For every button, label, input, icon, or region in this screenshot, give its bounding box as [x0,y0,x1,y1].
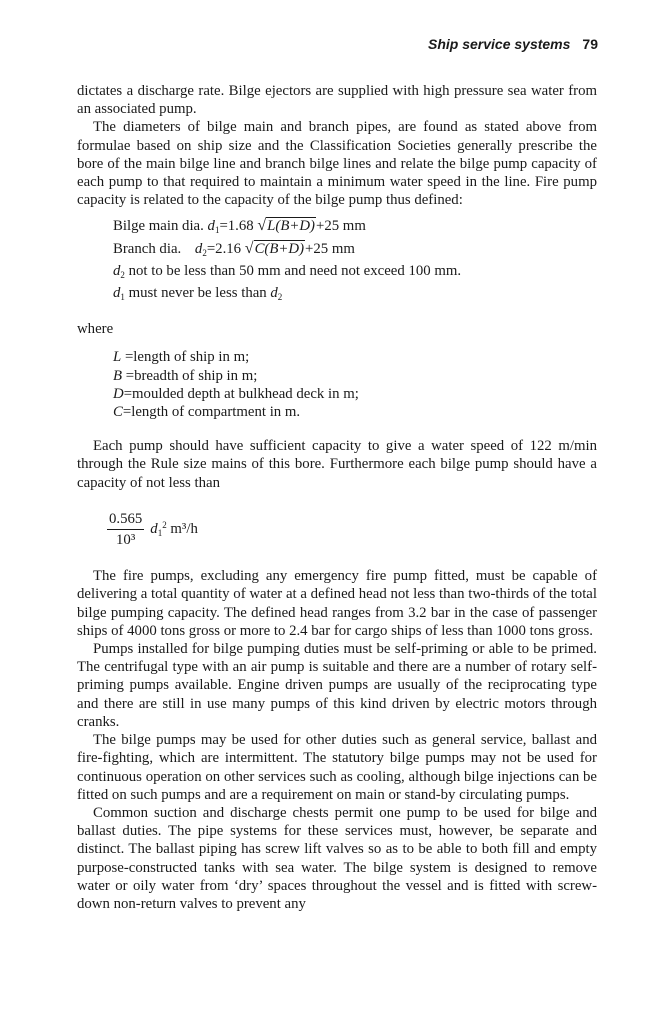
running-header [428,36,598,52]
variable-definitions [113,348,597,421]
definition-row: C=length of compartment in m. [113,404,301,421]
square-root: √C(B+D) [244,239,304,257]
definition-row: D=moulded depth at bulkhead deck in m; [113,385,359,402]
formula-main-dia: Bilge main dia. $d_1=1.68$ √L(B+D)+25 mm [113,217,366,236]
square-root: √L(B+D) [257,217,315,235]
formula-branch-dia: Branch dia. $d_2=2.16$ √C(B+D)+25 mm [113,239,355,258]
definition-row: L =length of ship in m; [113,349,250,366]
formula-condition: $d_1$ must never be less than $d_2$ [113,285,283,303]
paragraph: The diameters of bilge main and branch pipes, are found as stated above from formulae based on ship size and the Classification Societies generally prescribe the bore of the main bilge line and branch bilge lines and relate the bilge pump capacity of each pump to that required to maintain a minimum water speed in the line. Fire pump capacity is related to the capacity of the bilge pump thus defined: [77,119,597,209]
capacity-formula: $\frac{0.565}{\text{10³}}$ $d_1^2$ m³/h [109,510,198,549]
paragraph: Common suction and discharge chests permit one pump to be used for bilge and ballast duties. The pipe systems for these services must, however, be separate and distinct. The ballast piping has screw lift valves so as to be able to both fill and empty purpose-constructed tanks with sea water. The bilge system is designed to remove water or oily water from ‘dry’ spaces throughout the vessel and is fitted with screw-down non-return valves to prevent any [77,804,597,912]
where-label: where [77,321,114,338]
formula-condition: $d_2$ not to be less than 50 mm and need not exceed 100 mm. [113,262,462,280]
paragraph: The bilge pumps may be used for other duties such as general service, ballast and fire-fighting, which are intermittent. The statutory bilge pumps may not be used for continuous operation on other services such as cooling, although bilge injections can be fitted on such pumps and are a requirement on main or stand-by circulating pumps. [77,732,597,803]
page-number: 79 [582,36,598,52]
pipe-diameter-formulas [113,217,597,306]
paragraph: dictates a discharge rate. Bilge ejectors are supplied with high pressure sea water from an associated pump. [77,83,597,118]
paragraph: Pumps installed for bilge pumping duties must be self-priming or able to be primed. The centrifugal type with an air pump is suitable and there are a number of rotary self-priming pumps available. Engine driven pumps are usually of the reciprocating type and there are still in use many pumps of this kind driven by electric motors through cranks. [77,641,597,730]
definition-row: B =breadth of ship in m; [113,367,258,384]
paragraph: Each pump should have sufficient capacity to give a water speed of 122 m/min through the Rule size mains of this bore. Furthermore each bilge pump should have a capacity of not less than [77,438,597,491]
chapter-title: Ship service systems [428,36,571,52]
body-text [77,82,597,913]
paragraph: The fire pumps, excluding any emergency fire pump fitted, must be capable of delivering a total quantity of water at a defined head not less than two-thirds of the total bilge pumping capacity. The defined head ranges from 3.2 bar in the case of passenger ships of 4000 tons gross or more to 2.4 bar for cargo ships of less than 1000 tons gross. [77,568,597,639]
